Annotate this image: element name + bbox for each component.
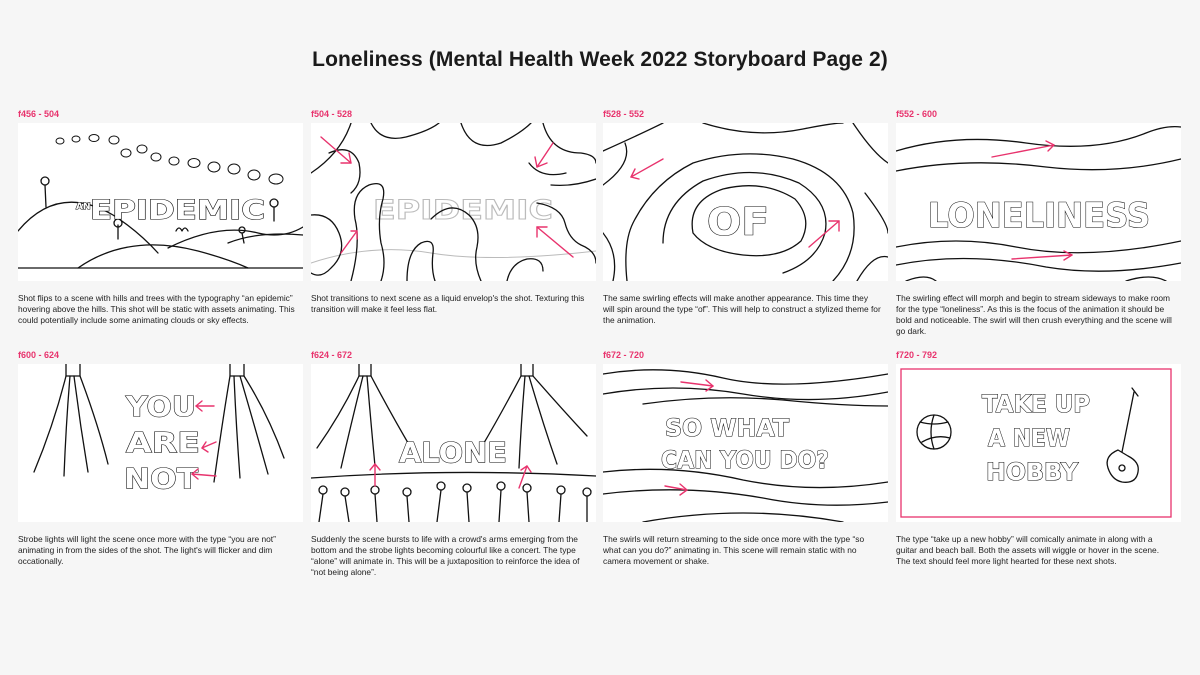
frame-range-label: f504 - 528 xyxy=(311,109,353,119)
beach-ball-icon xyxy=(917,415,951,449)
frame-range-label: f456 - 504 xyxy=(18,109,60,119)
art-text-hobby: HOBBY xyxy=(986,458,1079,486)
so-what-can-you-do-sketch xyxy=(603,364,888,522)
frame-range-label: f528 - 552 xyxy=(603,109,645,119)
art-text-are: ARE xyxy=(126,426,200,459)
sketch-panel xyxy=(311,123,596,281)
storyboard-panel-3 xyxy=(603,108,888,326)
storyboard-panel-1 xyxy=(18,108,303,326)
panel-caption: Strobe lights will light the scene once more with the type “you are not” animating in from the sides of the shot. The light's will flicker and dim occationally. xyxy=(18,534,276,566)
stream-loneliness-sketch xyxy=(896,123,1181,281)
storyboard-panel-6 xyxy=(311,349,596,578)
art-text-take-up: TAKE UP xyxy=(982,390,1090,418)
frame-range-label: f720 - 792 xyxy=(896,350,938,360)
art-text-not: NOT xyxy=(124,462,198,495)
art-text-can-you-do: CAN YOU DO? xyxy=(661,446,829,474)
panel-caption: The swirling effect will morph and begin to stream sideways to make room for the type “loneliness”. As this is the focus of the animation it should be bold and noticeable. The swirl will then crush everything and the scene will go dark. xyxy=(896,293,1172,336)
panel-caption: The type “take up a new hobby” will comically animate in along with a guitar and beach ball. Both the assets will wiggle or hover in the scene. The text should feel more light hearted for these next shots. xyxy=(896,534,1160,566)
art-text-epidemic-faded: EPIDEMIC xyxy=(373,195,553,226)
frame-range-label: f624 - 672 xyxy=(311,350,353,360)
storyboard-panel-2 xyxy=(311,108,596,315)
page-title: Loneliness (Mental Health Week 2022 Storyboard Page 2) xyxy=(312,48,888,71)
panel-caption: The same swirling effects will make another appearance. This time they will spin around the type “of”. This will help to construct a stylized theme for the animation. xyxy=(603,293,881,325)
art-text-of: OF xyxy=(707,200,769,244)
art-text-loneliness: LONELINESS xyxy=(928,196,1150,236)
art-text-epidemic: EPIDEMIC xyxy=(90,195,265,226)
sketch-panel xyxy=(603,364,888,522)
storyboard-panel-7 xyxy=(603,349,888,567)
art-text-an: AN xyxy=(76,202,91,212)
sketch-panel xyxy=(896,123,1181,281)
crowd-alone-sketch xyxy=(311,364,596,522)
storyboard-panel-8 xyxy=(896,349,1181,567)
art-text-a-new: A NEW xyxy=(988,424,1070,452)
frame-range-label: f600 - 624 xyxy=(18,350,60,360)
sketch-panel xyxy=(18,364,303,522)
panel-caption: Suddenly the scene bursts to life with a crowd's arms emerging from the bottom and the strobe lights becoming colourful like a concert. The type “alone” will animate in. This will be a juxtaposition to reinforce the idea of “not being alone”. xyxy=(311,534,580,577)
storyboard-panel-4 xyxy=(896,108,1181,337)
hills-epidemic-sketch xyxy=(18,123,303,281)
panel-caption: Shot transitions to next scene as a liquid envelop's the shot. Texturing this transition will make it feel less flat. xyxy=(311,293,585,314)
panel-caption: The swirls will return streaming to the side once more with the type “so what can you do?” animating in. This scene will remain static with no camera movement or shake. xyxy=(603,534,865,566)
liquid-transition-sketch xyxy=(311,123,596,281)
swirl-of-sketch xyxy=(603,123,888,281)
strobe-you-are-not-sketch xyxy=(18,364,303,522)
guitar-icon xyxy=(1107,388,1138,482)
art-text-alone: ALONE xyxy=(399,436,507,469)
art-text-so-what: SO WHAT xyxy=(665,414,790,442)
take-up-a-new-hobby-sketch xyxy=(896,364,1181,522)
frame-range-label: f552 - 600 xyxy=(896,109,938,119)
storyboard-panel-5 xyxy=(18,349,303,567)
frame-range-label: f672 - 720 xyxy=(603,350,645,360)
art-text-you: YOU xyxy=(124,390,196,423)
panel-caption: Shot flips to a scene with hills and trees with the typography “an epidemic” hovering above the hills. This shot will be static with assets animating. This could potentially include some animating clouds or sky effects. xyxy=(18,293,295,325)
sketch-panel xyxy=(603,123,888,281)
sketch-panel xyxy=(18,123,303,281)
sketch-panel xyxy=(311,364,596,522)
sketch-panel xyxy=(896,364,1181,522)
